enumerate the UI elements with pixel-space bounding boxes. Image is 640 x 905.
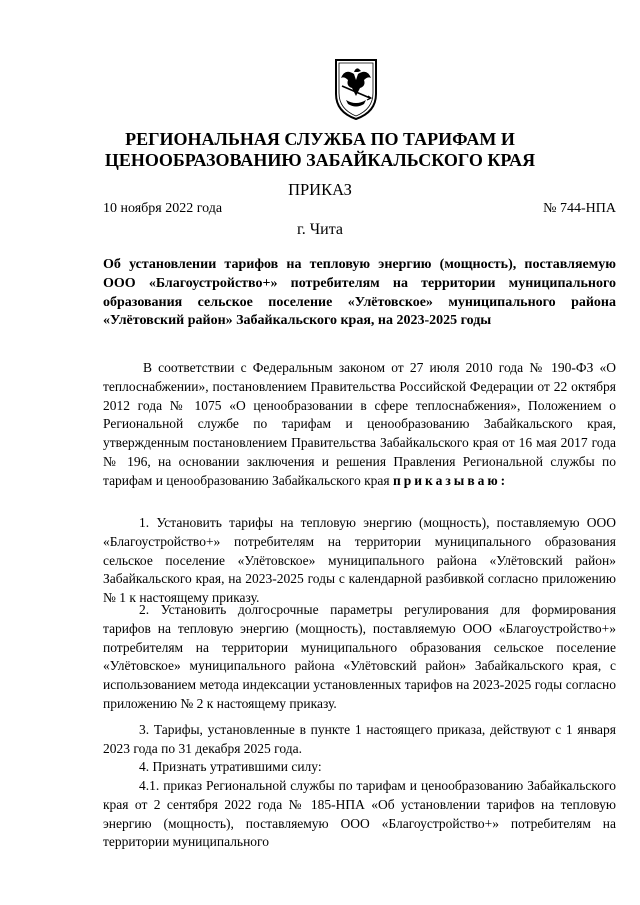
order-date: 10 ноября 2022 года (103, 201, 223, 216)
order-item-1: 1. Установить тарифы на тепловую энергию (мощность), поставляемую ООО «Благоустройство+» потребителям на территории муниципального образования сельское поселение «Улётовское» муниципального района «Улётовский район» Забайкальского края, на 2023-2025 годы с календарной разбивкой согласно приложению № 1 к настоящему приказу. (103, 515, 616, 606)
order-city: г. Чита (296, 221, 343, 238)
agency-name-line-1: РЕГИОНАЛЬНАЯ СЛУЖБА ПО ТАРИФАМ И (125, 129, 515, 149)
order-keyword: приказываю: (392, 472, 509, 488)
preamble-paragraph (103, 359, 616, 491)
order-item-3: 3. Тарифы, установленные в пункте 1 настоящего приказа, действуют с 1 января 2023 года по 31 декабря 2025 года. (103, 722, 616, 756)
coat-of-arms-icon (330, 56, 382, 122)
preamble-text: В соответствии с Федеральным законом от 27 июля 2010 года № 190-ФЗ «О теплоснабжении», постановлением Правительства Российской Федерации от 22 октября 2012 года № 1075 «О ценообразовании в сфере теплоснабжения», Положением о Региональной службе по тарифам и ценообразованию Забайкальского края, утвержденным постановлением Правительства Забайкальского края от 16 мая 2017 года № 196, на основании заключения и решения Правления Региональной службы по тарифам и ценообразованию Забайкальского края (103, 360, 616, 488)
agency-name-line-2: ЦЕНООБРАЗОВАНИЮ ЗАБАЙКАЛЬСКОГО КРАЯ (104, 150, 536, 170)
order-item-4: 4. Признать утратившими силу: (139, 759, 322, 774)
order-number: № 744-НПА (543, 201, 616, 216)
order-item-2: 2. Установить долгосрочные параметры регулирования для формирования тарифов на тепловую энергию (мощность), поставляемую ООО «Благоустройство+» потребителям на территории муниципального образования сельское поселение «Улётовское» муниципального района «Улётовский район» Забайкальского края, с использованием метода индексации установленных тарифов на 2023-2025 годы согласно приложению № 2 к настоящему приказу. (103, 602, 616, 711)
document-type: ПРИКАЗ (288, 180, 352, 199)
order-subject: Об установлении тарифов на тепловую энергию (мощность), поставляемую ООО «Благоустройство+» потребителям на территории муниципального образования сельское поселение «Улётовское» муниципального района «Улётовский район» Забайкальского края, на 2023-2025 годы (103, 257, 616, 329)
order-item-4-1: 4.1. приказ Региональной службы по тарифам и ценообразованию Забайкальского края от 2 сентября 2022 года № 185-НПА «Об установлении тарифов на тепловую энергию (мощность), поставляемую ООО «Благоустройство+» потребителям на территории муниципального (103, 778, 616, 850)
